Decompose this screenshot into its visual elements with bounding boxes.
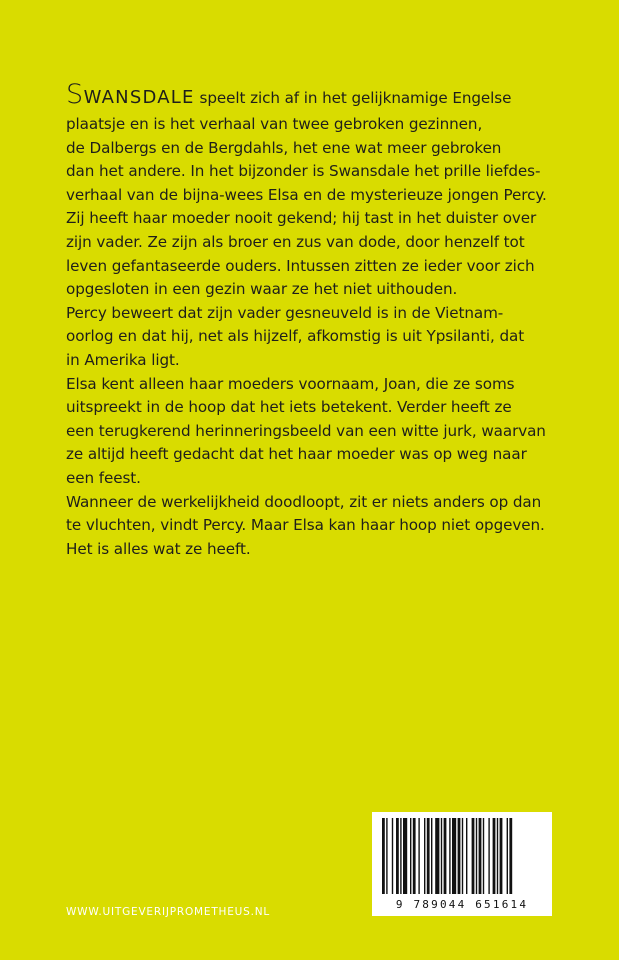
barcode-bar	[483, 818, 484, 894]
blurb-line: Zij heeft haar moeder nooit gekend; hij tast in het duister over	[66, 209, 537, 228]
blurb-line: dan het andere. In het bijzonder is Swansdale het prille liefdes-	[66, 162, 541, 181]
blurb-line: opgesloten in een gezin waar ze het niet uithouden.	[66, 280, 458, 299]
blurb-line: een feest.	[66, 468, 141, 487]
barcode-bar	[497, 818, 498, 894]
blurb-line: plaatsje en is het verhaal van twee gebroken gezinnen,	[66, 115, 483, 133]
blurb-line: leven gefantaseerde ouders. Intussen zitten ze ieder voor zich	[66, 256, 535, 275]
blurb-first-line	[66, 80, 566, 113]
blurb-line: een terugkerend herinneringsbeeld van een witte jurk, waarvan	[66, 421, 546, 440]
barcode-bar	[493, 818, 496, 894]
barcode-bar	[424, 818, 425, 894]
blurb-line: zijn vader. Ze zijn als broer en zus van dode, door henzelf tot	[66, 232, 525, 251]
barcode-bar	[458, 818, 461, 894]
blurb-line: oorlog en dat hij, net als hijzelf, afkomstig is uit Ypsilanti, dat	[66, 327, 525, 346]
barcode-bar	[509, 818, 512, 894]
blurb-line: de Dalbergs en de Bergdahls, het ene wat meer gebroken	[66, 138, 502, 157]
barcode-bar	[500, 818, 503, 894]
barcode-bar	[418, 818, 419, 894]
barcode-bar	[452, 818, 456, 894]
blurb-text	[66, 80, 566, 561]
barcode-bar	[435, 818, 439, 894]
barcode-bar	[386, 818, 387, 894]
publisher-url: WWW.UITGEVERIJPROMETHEUS.NL	[66, 906, 271, 918]
barcode-bar	[413, 818, 416, 894]
barcode-bar	[392, 818, 393, 894]
blurb-line: Elsa kent alleen haar moeders voornaam, Joan, die ze soms	[66, 374, 515, 393]
title-rest: WANSDALE	[83, 87, 195, 108]
barcode-bar	[462, 818, 463, 894]
blurb-line: Wanneer de werkelijkheid doodloopt, zit er niets anders op dan	[66, 492, 542, 511]
barcode-bar	[488, 818, 489, 894]
barcode-bar	[410, 818, 411, 894]
barcode-bar	[466, 818, 467, 894]
blurb-line: Het is alles wat ze heeft.	[66, 539, 251, 558]
barcode-bar	[400, 818, 401, 894]
blurb-line: in Amerika ligt.	[66, 350, 180, 369]
barcode-bar	[444, 818, 447, 894]
barcode-bar	[431, 818, 432, 894]
first-line-text: speelt zich af in het gelijknamige Engelse	[199, 89, 512, 107]
barcode-bar	[396, 818, 399, 894]
barcode-bar	[507, 818, 508, 894]
barcode-bar	[441, 818, 442, 894]
isbn-number: 9 789044 651614	[395, 898, 529, 911]
blurb-line: te vluchten, vindt Percy. Maar Elsa kan haar hoop niet opgeven.	[66, 516, 545, 535]
barcode-bar	[476, 818, 477, 894]
title-initial: S	[66, 79, 84, 110]
blurb-line: ze altijd heeft gedacht dat het haar moeder was op weg naar	[66, 445, 527, 464]
isbn-barcode	[372, 812, 552, 916]
barcode-bar	[382, 818, 385, 894]
barcode-bar	[449, 818, 450, 894]
barcode-bar	[427, 818, 430, 894]
blurb-line: Percy beweert dat zijn vader gesneuveld is in de Vietnam-	[66, 303, 504, 322]
blurb-line: verhaal van de bijna-wees Elsa en de mysterieuze jongen Percy.	[66, 185, 547, 204]
barcode-bar	[479, 818, 482, 894]
blurb-line: uitspreekt in de hoop dat het iets betekent. Verder heeft ze	[66, 398, 512, 417]
barcode-bar	[403, 818, 407, 894]
barcode-bar	[472, 818, 475, 894]
